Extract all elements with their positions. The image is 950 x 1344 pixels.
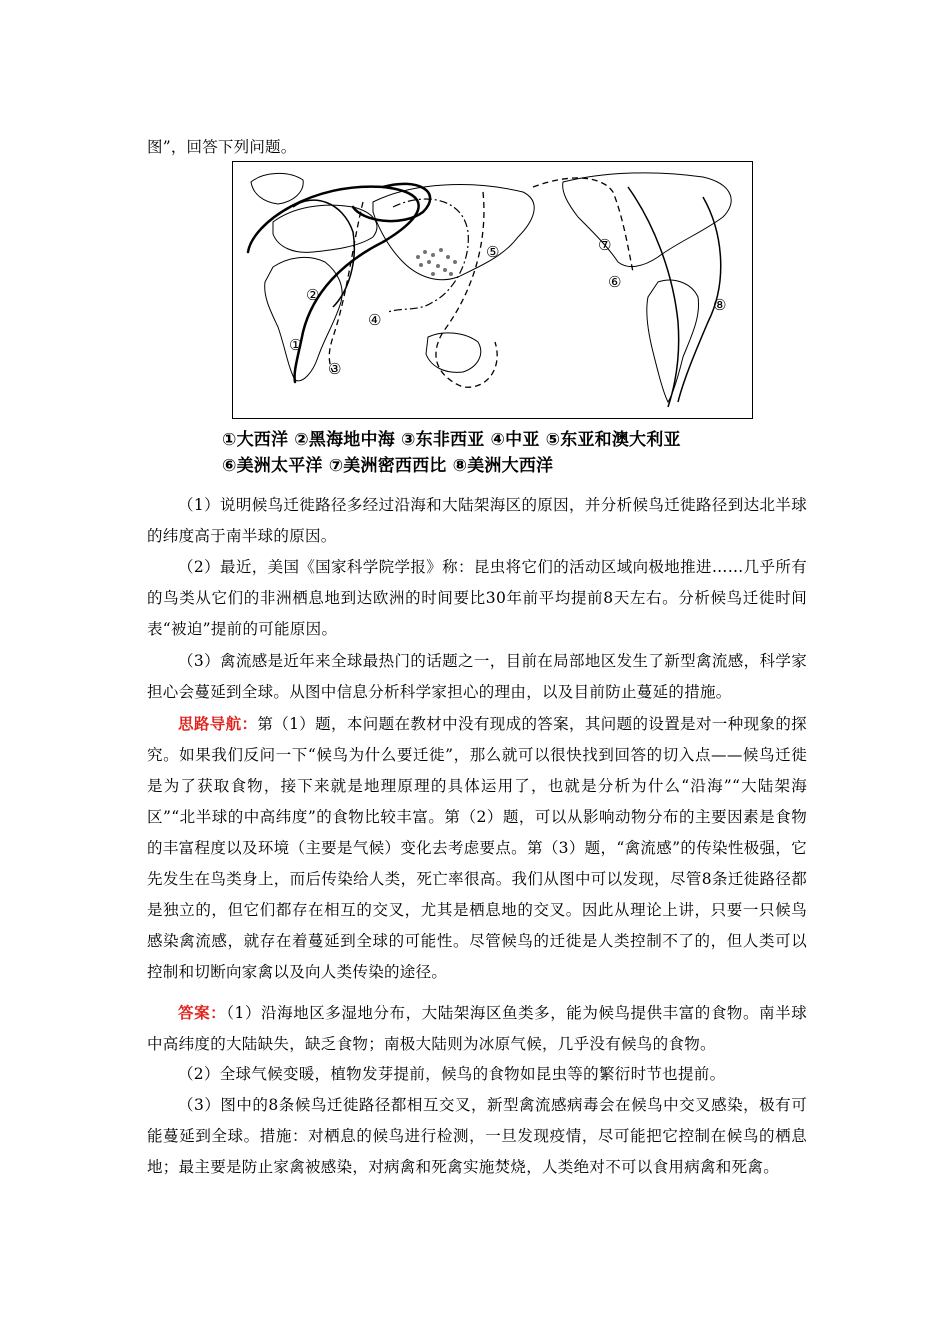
map-label-4: ④ bbox=[368, 311, 382, 329]
world-map-figure bbox=[233, 162, 753, 419]
migration-map bbox=[232, 161, 753, 419]
route-1-path bbox=[248, 187, 419, 382]
map-label-8: ⑧ bbox=[713, 296, 727, 314]
map-label-3: ③ bbox=[328, 360, 342, 378]
route-4-path bbox=[388, 199, 468, 312]
analysis-text: 第（1）题，本问题在教材中没有现成的答案，其问题的设置是对一种现象的探究。如果我们反问一下“候鸟为什么要迁徙”，那么就可以很快找到回答的切入点——候鸟迁徙是为了获取食物，接下来就是地理原理的具体运用了，也就是分析为什么“沿海”“大陆架海区”“北半球的中高纬度”的食物比较丰富。第（2）题，可以从影响动物分布的主要因素是食物的丰富程度以及环境（主要是气候）变化去考虑要点。第（3）题，“禽流感”的传染性极强，它先发生在鸟类身上，而后传染给人类，死亡率很高。我们从图中可以发现，尽管8条迁徙路径都是独立的，但它们都存在相互的交叉，尤其是栖息地的交叉。因此从理论上讲，只要一只候鸟感染禽流感，就存在着蔓延到全球的可能性。尽管候鸟的迁徙是人类控制不了的，但人类可以控制和切断向家禽以及向人类传染的途径。 bbox=[147, 715, 807, 981]
question-3: （3）禽流感是近年来全球最热门的话题之一，目前在局部地区发生了新型禽流感，科学家担心会蔓延到全球。从图中信息分析科学家担心的理由，以及目前防止蔓延的措施。 bbox=[147, 652, 807, 701]
answer-3: （3）图中的8条候鸟迁徙路径都相互交叉，新型禽流感病毒会在候鸟中交叉感染，极有可能蔓延到全球。措施：对栖息的候鸟进行检测，一旦发现疫情，尽可能把它控制在候鸟的栖息地；最主要是防止家禽被感染，对病禽和死禽实施焚烧，人类绝对不可以食用病禽和死禽。 bbox=[147, 1096, 807, 1176]
europe-outline bbox=[273, 205, 377, 252]
route-6-path bbox=[628, 187, 679, 407]
analysis-paragraph bbox=[147, 708, 807, 988]
map-label-2: ② bbox=[306, 286, 320, 304]
answer-label: 答案： bbox=[178, 1003, 227, 1022]
answer-1: （1）沿海地区多湿地分布，大陆架海区鱼类多，能为候鸟提供丰富的食物。南半球中高纬度的大陆缺失，缺乏食物；南极大陆则为冰原气候，几乎没有候鸟的食物。 bbox=[147, 1004, 807, 1053]
map-label-7: ⑦ bbox=[598, 236, 612, 254]
china-region bbox=[416, 248, 457, 276]
map-label-1: ① bbox=[289, 336, 303, 354]
answer-2: （2）全球气候变暖，植物发芽提前，候鸟的食物如昆虫等的繁衍时节也提前。 bbox=[178, 1065, 726, 1083]
south-america-outline bbox=[647, 280, 699, 402]
map-legend-line-2: ⑥美洲太平洋 ⑦美洲密西西比 ⑧美洲大西洋 bbox=[222, 456, 554, 476]
australia-outline bbox=[426, 333, 481, 372]
map-legend-line-1: ①大西洋 ②黑海地中海 ③东非西亚 ④中亚 ⑤东亚和澳大利亚 bbox=[222, 430, 681, 450]
greenland-outline bbox=[251, 173, 303, 204]
intro-line: 图”，回答下列问题。 bbox=[147, 138, 297, 156]
route-5-path bbox=[436, 192, 500, 387]
map-label-6: ⑥ bbox=[608, 273, 622, 291]
map-label-5: ⑤ bbox=[486, 243, 500, 261]
answer-1-paragraph bbox=[147, 997, 807, 1060]
question-2: （2）最近，美国《国家科学院学报》称：昆虫将它们的活动区域向极地推进……几乎所有的鸟类从它们的非洲栖息地到达欧洲的时间要比30年前平均提前8天左右。分析候鸟迁徙时间表“被迫”提前的可能原因。 bbox=[147, 558, 807, 638]
question-1: （1）说明候鸟迁徙路径多经过沿海和大陆架海区的原因，并分析候鸟迁徙路径到达北半球的纬度高于南半球的原因。 bbox=[147, 496, 807, 545]
analysis-label: 思路导航： bbox=[178, 714, 258, 733]
route-7-path bbox=[533, 178, 633, 272]
